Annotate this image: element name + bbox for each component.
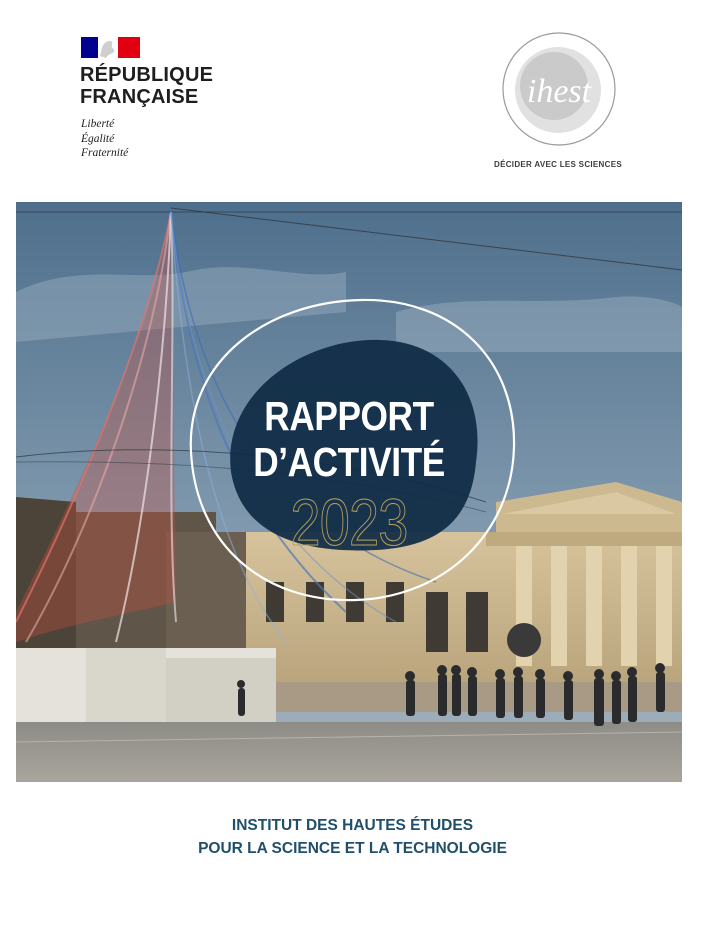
motto-liberte: Liberté (81, 118, 115, 130)
report-year: 2023 (290, 485, 408, 559)
ihest-logo (499, 28, 619, 148)
marianne-profile-icon (98, 37, 118, 58)
flag-white-band (98, 37, 118, 58)
republic-line-1: RÉPUBLIQUE (80, 64, 214, 86)
republique-francaise-title (80, 64, 213, 108)
flag-red-band (118, 37, 140, 58)
republic-motto (81, 117, 128, 161)
institute-line-2: POUR LA SCIENCE ET LA TECHNOLOGIE (198, 840, 507, 857)
republic-line-2: FRANÇAISE (80, 86, 199, 108)
motto-egalite: Égalité (81, 132, 115, 145)
flag-blue-band (81, 37, 98, 58)
marianne-flag-logo (81, 37, 140, 58)
report-title-line-2: D’ACTIVITÉ (253, 439, 445, 485)
ihest-logo-text: ihest (526, 73, 592, 110)
motto-fraternite: Fraternité (81, 147, 129, 159)
institute-line-1: INSTITUT DES HAUTES ÉTUDES (231, 817, 474, 834)
report-title-line-1: RAPPORT (264, 393, 434, 439)
ihest-tagline: DÉCIDER AVEC LES SCIENCES (494, 160, 622, 169)
institute-name (0, 814, 705, 860)
